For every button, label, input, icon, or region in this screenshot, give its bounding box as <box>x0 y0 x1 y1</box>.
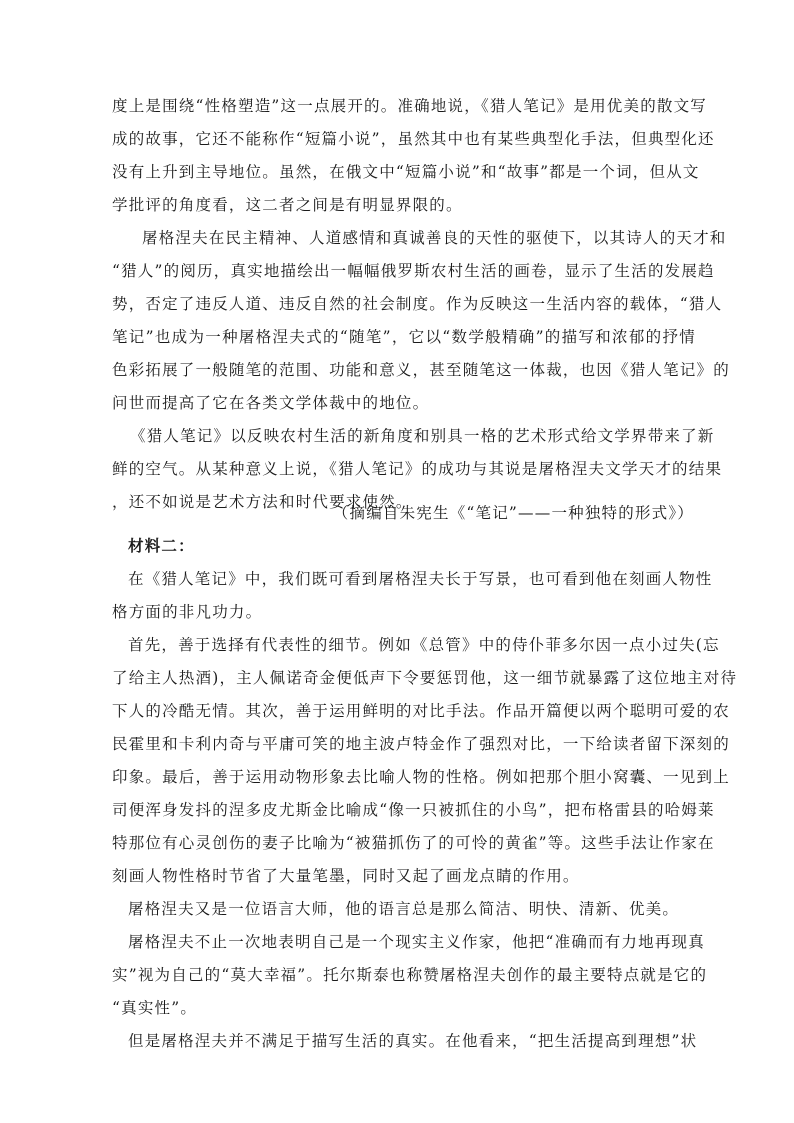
text-line: 问世而提高了它在各类文学体裁中的地位。 <box>112 394 430 412</box>
text-line: 势，否定了违反人道、违反自然的社会制度。作为反映这一生活内容的载体，“猎人 <box>112 295 723 313</box>
text-line: 屠格涅夫又是一位语言大师，他的语言总是那么简洁、明快、清新、优美。 <box>128 900 680 918</box>
text-line: “真实性”。 <box>112 999 198 1017</box>
text-line: “猎人”的阅历，真实地描绘出一幅幅俄罗斯农村生活的画卷，显示了生活的发展趋 <box>112 262 715 280</box>
source-citation: （摘编自朱宪生《“笔记”——一种独特的形式》） <box>332 504 694 522</box>
section-heading: 材料二： <box>128 536 195 555</box>
text-line: 特那位有心灵创伤的妻子比喻为“被猫抓伤了的可怜的黄雀”等。这些手法让作家在 <box>112 834 715 852</box>
text-line: 实”视为自己的“莫大幸福”。托尔斯泰也称赞屠格涅夫创作的最主要特点就是它的 <box>112 966 708 984</box>
text-line: 屠格涅夫在民主精神、人道感情和真诚善良的天性的驱使下，以其诗人的天才和 <box>142 229 727 247</box>
text-line: 屠格涅夫不止一次地表明自己是一个现实主义作家，他把“准确而有力地再现真 <box>128 933 705 951</box>
text-line: 了给主人热酒)，主人佩诺奇金便低声下令要惩罚他，这一细节就暴露了这位地主对待 <box>112 669 738 687</box>
text-line: 色彩拓展了一般随笔的范围、功能和意义，甚至随笔这一体裁，也因《猎人笔记》的 <box>112 361 730 379</box>
text-line: 下人的冷酷无情。其次，善于运用鲜明的对比手法。作品开篇便以两个聪明可爱的农 <box>112 702 730 720</box>
text-line: 《猎人笔记》以反映农村生活的新角度和别具一格的艺术形式给文学界带来了新 <box>130 427 715 445</box>
text-line: 没有上升到主导地位。虽然，在俄文中“短篇小说”和“故事”都是一个词，但从文 <box>112 163 700 181</box>
text-line: 但是屠格涅夫并不满足于描写生活的真实。在他看来，“把生活提高到理想”状 <box>128 1032 698 1050</box>
text-line: 在《猎人笔记》中，我们既可看到屠格涅夫长于写景，也可看到他在刻画人物性 <box>128 570 713 588</box>
text-line: 司便浑身发抖的涅多皮尤斯金比喻成“像一只被抓住的小鸟”，把布格雷县的哈姆莱 <box>112 801 715 819</box>
text-line: ，还不如说是艺术方法和时代要求使然。 <box>112 493 413 511</box>
text-line: 刻画人物性格时节省了大量笔墨，同时又起了画龙点睛的作用。 <box>112 867 580 885</box>
text-line: 成的故事，它还不能称作“短篇小说”，虽然其中也有某些典型化手法，但典型化还 <box>112 130 715 148</box>
text-line: 学批评的角度看，这二者之间是有明显界限的。 <box>112 196 463 214</box>
text-line: 笔记”也成为一种屠格涅夫式的“随笔”，它以“数学般精确”的描写和浓郁的抒情 <box>112 328 696 346</box>
text-line: 印象。最后，善于运用动物形象去比喻人物的性格。例如把那个胆小窝囊、一见到上 <box>112 768 730 786</box>
text-line: 民霍里和卡利内奇与平庸可笑的地主波卢特金作了强烈对比，一下给读者留下深刻的 <box>112 735 730 753</box>
text-line: 格方面的非凡功力。 <box>112 603 263 621</box>
text-line: 首先，善于选择有代表性的细节。例如《总管》中的侍仆菲多尔因一点小过失(忘 <box>128 636 720 654</box>
text-line: 度上是围绕“性格塑造”这一点展开的。准确地说，《猎人笔记》是用优美的散文写 <box>112 97 708 115</box>
text-line: 鲜的空气。从某种意义上说，《猎人笔记》的成功与其说是屠格涅夫文学天才的结果 <box>112 460 723 478</box>
